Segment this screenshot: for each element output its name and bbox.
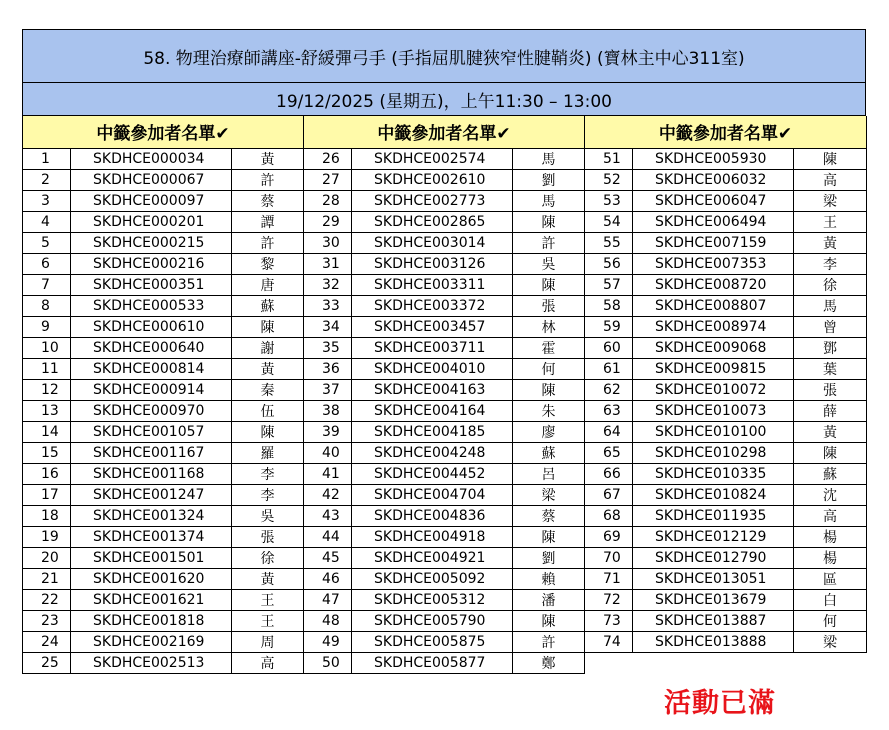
member-code: SKDHCE012129 (633, 526, 794, 547)
surname: 劉 (513, 547, 585, 568)
surname: 蘇 (232, 295, 304, 316)
surname: 何 (794, 610, 867, 631)
member-code: SKDHCE011935 (633, 505, 794, 526)
empty-cell (585, 652, 633, 673)
table-row (23, 526, 867, 547)
surname: 黃 (232, 358, 304, 379)
member-code: SKDHCE005312 (352, 589, 513, 610)
entry-number: 22 (23, 589, 71, 610)
member-code: SKDHCE004248 (352, 442, 513, 463)
entry-number: 56 (585, 253, 633, 274)
member-code: SKDHCE008720 (633, 274, 794, 295)
surname: 李 (232, 484, 304, 505)
table-row (23, 232, 867, 253)
entry-number: 49 (304, 631, 352, 652)
surname: 張 (794, 379, 867, 400)
member-code: SKDHCE013679 (633, 589, 794, 610)
member-code: SKDHCE005930 (633, 148, 794, 169)
member-code: SKDHCE001621 (71, 589, 232, 610)
member-code: SKDHCE003014 (352, 232, 513, 253)
surname: 蔡 (232, 190, 304, 211)
table-row (23, 253, 867, 274)
entry-number: 36 (304, 358, 352, 379)
entry-number: 32 (304, 274, 352, 295)
member-code: SKDHCE000216 (71, 253, 232, 274)
member-code: SKDHCE008807 (633, 295, 794, 316)
table-row (23, 295, 867, 316)
entry-number: 17 (23, 484, 71, 505)
entry-number: 8 (23, 295, 71, 316)
surname: 薛 (794, 400, 867, 421)
member-code: SKDHCE004704 (352, 484, 513, 505)
member-code: SKDHCE010335 (633, 463, 794, 484)
surname: 陳 (513, 379, 585, 400)
entry-number: 24 (23, 631, 71, 652)
surname: 李 (794, 253, 867, 274)
entry-number: 39 (304, 421, 352, 442)
surname: 高 (794, 169, 867, 190)
entry-number: 7 (23, 274, 71, 295)
member-code: SKDHCE000533 (71, 295, 232, 316)
entry-number: 40 (304, 442, 352, 463)
entry-number: 16 (23, 463, 71, 484)
surname: 呂 (513, 463, 585, 484)
column-heading-3: 中籤參加者名單✔ (585, 116, 867, 148)
member-code: SKDHCE007353 (633, 253, 794, 274)
entry-number: 20 (23, 547, 71, 568)
member-code: SKDHCE003711 (352, 337, 513, 358)
table-row (23, 274, 867, 295)
surname: 黃 (232, 148, 304, 169)
entry-number: 71 (585, 568, 633, 589)
entry-number: 65 (585, 442, 633, 463)
member-code: SKDHCE000201 (71, 211, 232, 232)
entry-number: 15 (23, 442, 71, 463)
surname: 徐 (232, 547, 304, 568)
surname: 潘 (513, 589, 585, 610)
member-code: SKDHCE009815 (633, 358, 794, 379)
entry-number: 25 (23, 652, 71, 673)
table-row (23, 211, 867, 232)
surname: 高 (794, 505, 867, 526)
entry-number: 13 (23, 400, 71, 421)
member-code: SKDHCE001374 (71, 526, 232, 547)
member-code: SKDHCE004010 (352, 358, 513, 379)
member-code: SKDHCE004836 (352, 505, 513, 526)
member-code: SKDHCE004452 (352, 463, 513, 484)
member-code: SKDHCE002773 (352, 190, 513, 211)
table-row (23, 421, 867, 442)
member-code: SKDHCE001247 (71, 484, 232, 505)
surname: 曾 (794, 316, 867, 337)
member-code: SKDHCE000034 (71, 148, 232, 169)
member-code: SKDHCE005877 (352, 652, 513, 673)
surname: 劉 (513, 169, 585, 190)
entry-number: 5 (23, 232, 71, 253)
table-row (23, 442, 867, 463)
entry-number: 47 (304, 589, 352, 610)
entry-number: 30 (304, 232, 352, 253)
member-code: SKDHCE008974 (633, 316, 794, 337)
member-code: SKDHCE010824 (633, 484, 794, 505)
entry-number: 3 (23, 190, 71, 211)
entry-number: 23 (23, 610, 71, 631)
surname: 馬 (794, 295, 867, 316)
surname: 賴 (513, 568, 585, 589)
surname: 許 (232, 232, 304, 253)
member-code: SKDHCE000215 (71, 232, 232, 253)
entry-number: 63 (585, 400, 633, 421)
surname: 白 (794, 589, 867, 610)
entry-number: 70 (585, 547, 633, 568)
surname: 林 (513, 316, 585, 337)
entry-number: 59 (585, 316, 633, 337)
entry-number: 64 (585, 421, 633, 442)
member-code: SKDHCE002610 (352, 169, 513, 190)
member-code: SKDHCE001167 (71, 442, 232, 463)
table-row (23, 505, 867, 526)
surname: 廖 (513, 421, 585, 442)
member-code: SKDHCE000814 (71, 358, 232, 379)
table-row (23, 547, 867, 568)
surname: 陳 (232, 316, 304, 337)
entry-number: 38 (304, 400, 352, 421)
column-header-row (23, 116, 867, 148)
member-code: SKDHCE000610 (71, 316, 232, 337)
surname: 譚 (232, 211, 304, 232)
member-code: SKDHCE010100 (633, 421, 794, 442)
entry-number: 68 (585, 505, 633, 526)
table-row (23, 169, 867, 190)
table-row (23, 652, 867, 673)
surname: 黃 (794, 421, 867, 442)
event-date-time: 19/12/2025 (星期五)，上午11:30 – 13:00 (22, 82, 866, 116)
entry-number: 19 (23, 526, 71, 547)
surname: 高 (232, 652, 304, 673)
surname: 霍 (513, 337, 585, 358)
surname: 陳 (513, 526, 585, 547)
surname: 沈 (794, 484, 867, 505)
surname: 何 (513, 358, 585, 379)
member-code: SKDHCE001818 (71, 610, 232, 631)
column-heading-1: 中籤參加者名單✔ (23, 116, 304, 148)
surname: 王 (232, 589, 304, 610)
surname: 王 (794, 211, 867, 232)
surname: 蔡 (513, 505, 585, 526)
member-code: SKDHCE003372 (352, 295, 513, 316)
entry-number: 35 (304, 337, 352, 358)
entry-number: 53 (585, 190, 633, 211)
table-row (23, 148, 867, 169)
empty-cell (633, 652, 794, 673)
member-code: SKDHCE000914 (71, 379, 232, 400)
surname: 王 (232, 610, 304, 631)
member-code: SKDHCE013888 (633, 631, 794, 652)
surname: 蘇 (794, 463, 867, 484)
entry-number: 11 (23, 358, 71, 379)
entry-number: 31 (304, 253, 352, 274)
entry-number: 42 (304, 484, 352, 505)
surname: 朱 (513, 400, 585, 421)
entry-number: 66 (585, 463, 633, 484)
table-row (23, 379, 867, 400)
member-code: SKDHCE001168 (71, 463, 232, 484)
entry-number: 9 (23, 316, 71, 337)
member-code: SKDHCE007159 (633, 232, 794, 253)
participant-table (22, 116, 867, 674)
participant-sheet (22, 29, 866, 674)
member-code: SKDHCE001501 (71, 547, 232, 568)
member-code: SKDHCE006047 (633, 190, 794, 211)
table-row (23, 589, 867, 610)
table-row (23, 190, 867, 211)
empty-cell (794, 652, 867, 673)
entry-number: 69 (585, 526, 633, 547)
event-full-notice: 活動已滿 (664, 688, 776, 719)
column-heading-2: 中籤參加者名單✔ (304, 116, 585, 148)
entry-number: 4 (23, 211, 71, 232)
surname: 吳 (232, 505, 304, 526)
member-code: SKDHCE004164 (352, 400, 513, 421)
member-code: SKDHCE004921 (352, 547, 513, 568)
member-code: SKDHCE001620 (71, 568, 232, 589)
entry-number: 14 (23, 421, 71, 442)
entry-number: 74 (585, 631, 633, 652)
entry-number: 52 (585, 169, 633, 190)
surname: 周 (232, 631, 304, 652)
member-code: SKDHCE012790 (633, 547, 794, 568)
member-code: SKDHCE002865 (352, 211, 513, 232)
surname: 陳 (794, 148, 867, 169)
surname: 楊 (794, 547, 867, 568)
entry-number: 34 (304, 316, 352, 337)
member-code: SKDHCE010298 (633, 442, 794, 463)
member-code: SKDHCE000351 (71, 274, 232, 295)
table-row (23, 610, 867, 631)
entry-number: 6 (23, 253, 71, 274)
member-code: SKDHCE000067 (71, 169, 232, 190)
surname: 馬 (513, 190, 585, 211)
member-code: SKDHCE005092 (352, 568, 513, 589)
entry-number: 60 (585, 337, 633, 358)
member-code: SKDHCE004163 (352, 379, 513, 400)
member-code: SKDHCE005875 (352, 631, 513, 652)
surname: 羅 (232, 442, 304, 463)
surname: 許 (513, 232, 585, 253)
entry-number: 29 (304, 211, 352, 232)
entry-number: 27 (304, 169, 352, 190)
surname: 吳 (513, 253, 585, 274)
table-row (23, 484, 867, 505)
event-title: 58. 物理治療師講座-舒緩彈弓手 (手指屈肌腱狹窄性腱鞘炎) (寶林主中心311室) (22, 29, 866, 82)
member-code: SKDHCE003457 (352, 316, 513, 337)
entry-number: 18 (23, 505, 71, 526)
table-row (23, 400, 867, 421)
entry-number: 44 (304, 526, 352, 547)
surname: 蘇 (513, 442, 585, 463)
surname: 梁 (794, 190, 867, 211)
entry-number: 1 (23, 148, 71, 169)
table-row (23, 316, 867, 337)
member-code: SKDHCE006494 (633, 211, 794, 232)
entry-number: 21 (23, 568, 71, 589)
surname: 梁 (513, 484, 585, 505)
member-code: SKDHCE010072 (633, 379, 794, 400)
entry-number: 41 (304, 463, 352, 484)
member-code: SKDHCE010073 (633, 400, 794, 421)
entry-number: 67 (585, 484, 633, 505)
entry-number: 58 (585, 295, 633, 316)
surname: 鄧 (794, 337, 867, 358)
surname: 鄭 (513, 652, 585, 673)
member-code: SKDHCE000970 (71, 400, 232, 421)
member-code: SKDHCE000097 (71, 190, 232, 211)
surname: 陳 (794, 442, 867, 463)
table-row (23, 631, 867, 652)
entry-number: 37 (304, 379, 352, 400)
entry-number: 57 (585, 274, 633, 295)
surname: 李 (232, 463, 304, 484)
member-code: SKDHCE003126 (352, 253, 513, 274)
table-row (23, 337, 867, 358)
entry-number: 26 (304, 148, 352, 169)
member-code: SKDHCE001057 (71, 421, 232, 442)
entry-number: 28 (304, 190, 352, 211)
member-code: SKDHCE002513 (71, 652, 232, 673)
member-code: SKDHCE005790 (352, 610, 513, 631)
surname: 陳 (513, 274, 585, 295)
surname: 陳 (513, 211, 585, 232)
entry-number: 61 (585, 358, 633, 379)
entry-number: 45 (304, 547, 352, 568)
member-code: SKDHCE002169 (71, 631, 232, 652)
entry-number: 72 (585, 589, 633, 610)
surname: 黃 (794, 232, 867, 253)
entry-number: 51 (585, 148, 633, 169)
surname: 伍 (232, 400, 304, 421)
member-code: SKDHCE003311 (352, 274, 513, 295)
surname: 區 (794, 568, 867, 589)
member-code: SKDHCE013887 (633, 610, 794, 631)
surname: 陳 (232, 421, 304, 442)
member-code: SKDHCE009068 (633, 337, 794, 358)
entry-number: 10 (23, 337, 71, 358)
entry-number: 50 (304, 652, 352, 673)
member-code: SKDHCE000640 (71, 337, 232, 358)
entry-number: 12 (23, 379, 71, 400)
surname: 楊 (794, 526, 867, 547)
member-code: SKDHCE004185 (352, 421, 513, 442)
surname: 黎 (232, 253, 304, 274)
entry-number: 62 (585, 379, 633, 400)
surname: 陳 (513, 610, 585, 631)
member-code: SKDHCE013051 (633, 568, 794, 589)
surname: 謝 (232, 337, 304, 358)
entry-number: 43 (304, 505, 352, 526)
entry-number: 48 (304, 610, 352, 631)
surname: 黃 (232, 568, 304, 589)
member-code: SKDHCE004918 (352, 526, 513, 547)
entry-number: 73 (585, 610, 633, 631)
surname: 梁 (794, 631, 867, 652)
surname: 許 (232, 169, 304, 190)
member-code: SKDHCE001324 (71, 505, 232, 526)
member-code: SKDHCE006032 (633, 169, 794, 190)
entry-number: 2 (23, 169, 71, 190)
entry-number: 54 (585, 211, 633, 232)
table-row (23, 358, 867, 379)
surname: 馬 (513, 148, 585, 169)
entry-number: 33 (304, 295, 352, 316)
surname: 葉 (794, 358, 867, 379)
surname: 徐 (794, 274, 867, 295)
surname: 張 (232, 526, 304, 547)
surname: 秦 (232, 379, 304, 400)
table-row (23, 463, 867, 484)
member-code: SKDHCE002574 (352, 148, 513, 169)
table-row (23, 568, 867, 589)
entry-number: 46 (304, 568, 352, 589)
entry-number: 55 (585, 232, 633, 253)
surname: 許 (513, 631, 585, 652)
surname: 張 (513, 295, 585, 316)
surname: 唐 (232, 274, 304, 295)
